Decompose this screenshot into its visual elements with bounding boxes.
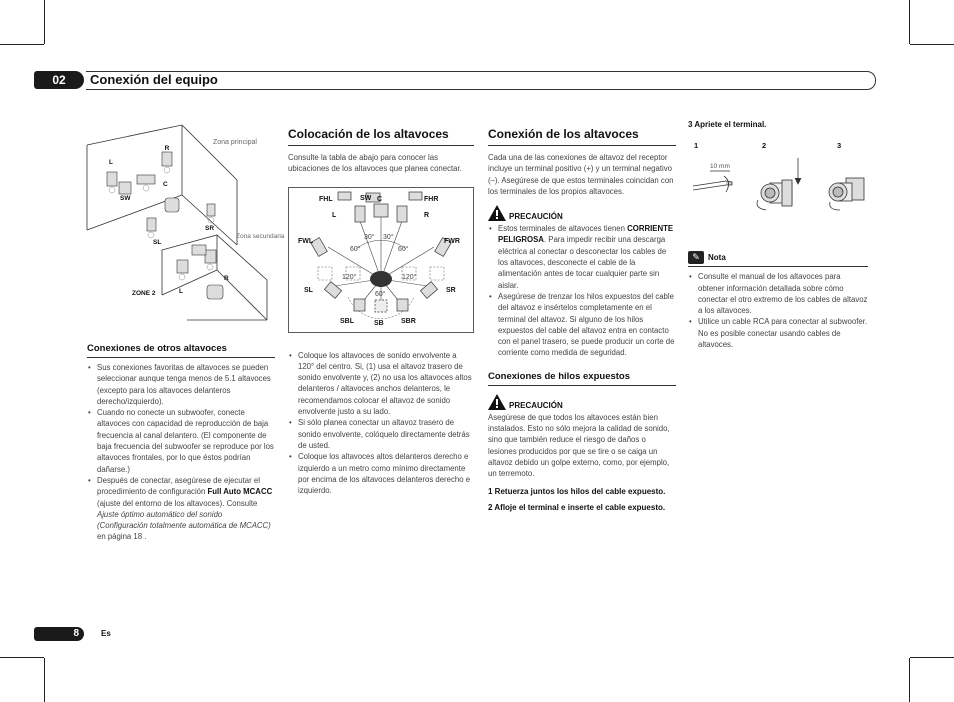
label-main-zone: Zona principal (213, 139, 257, 146)
page-language: Es (101, 629, 111, 638)
crop-mark (44, 658, 45, 702)
link-mcacc[interactable]: Ajuste óptimo automático del sonido (Configuración totalmente automática de MCACC) (97, 509, 271, 531)
placement-intro: Consulte la tabla de abajo para conocer las ubicaciones de los altavoces que planea conectar. (288, 153, 462, 174)
label-second-zone-text: Zona secundaria (236, 233, 285, 240)
label-angle-30-left: 30° (364, 233, 375, 241)
heading-speaker-placement: Colocación de los altavoces (288, 127, 474, 146)
list-item (488, 223, 676, 291)
label-spk-sw: SW (120, 195, 131, 202)
column-2 (288, 127, 474, 496)
text-span: . Para impedir recibir una descarga eléctrica al conectar o desconectar los cables de los altavoces, desconecte el cable de la alimentación antes de tocar cualquier parte sin aislar. (498, 235, 667, 290)
crop-mark (44, 0, 45, 44)
warning-icon (488, 394, 506, 410)
label-angle-30-right: 30° (383, 233, 394, 241)
list-item: • Asegúrese de trenzar los hilos expuestos del cable del altavoz e insértelos completamente en el terminal del altavoz. Si alguno de los hilos expuestos del cable del altavoz entra en contacto con el panel trasero, se puede producir un corte de corriente como medida de seguridad. (488, 291, 676, 359)
page-number: 8 (34, 627, 84, 641)
caution-title-text: PRECAUCIÓN (509, 400, 563, 410)
fig-label-3: 3 (837, 141, 842, 151)
text-bold: Full Auto MCACC (207, 487, 273, 497)
caution-list (488, 223, 676, 359)
other-connections-list (87, 362, 275, 543)
label-spk-r: R (164, 145, 170, 152)
label-angle-120-right: 120° (402, 273, 417, 281)
crop-mark (909, 658, 910, 702)
text-span: (ajuste del entorno de los altavoces). Consulte (97, 498, 258, 508)
label-spk-sr: SR (205, 225, 215, 232)
warning-icon (488, 205, 506, 221)
column-1 (87, 120, 285, 543)
label-sb: SB (374, 319, 384, 327)
crop-mark (0, 657, 44, 658)
crop-mark (0, 44, 44, 45)
room-layout-figure (87, 120, 285, 330)
label-sbr: SBR (401, 317, 416, 325)
label-spk-r2: R (224, 275, 229, 282)
pencil-icon: ✎ (688, 251, 704, 264)
label-c: C (377, 195, 383, 203)
heading-other-connections: Conexiones de otros altavoces (87, 343, 275, 358)
label-r: R (424, 211, 430, 219)
label-second-zone (236, 233, 285, 240)
crop-mark (910, 657, 954, 658)
crop-mark (910, 44, 954, 45)
label-fwr: FWR (444, 237, 460, 245)
list-item (87, 475, 275, 543)
label-zone2: ZONE 2 (132, 290, 156, 297)
label-angle-60-left: 60° (350, 245, 361, 253)
column-4 (688, 119, 868, 350)
label-sr: SR (446, 286, 456, 294)
crop-mark (909, 0, 910, 44)
note-list (688, 271, 868, 350)
chapter-title (88, 71, 218, 89)
note-header (688, 251, 868, 267)
fig-label-2: 2 (762, 141, 767, 151)
label-spk-l: L (109, 159, 113, 166)
label-spk-sl: SL (153, 239, 162, 246)
list-item: • Coloque los altavoces altos delanteros derecho e izquierdo a un metro como mínimo directamente por encima de los altavoces delanteros derecho e izquierdo. (288, 451, 474, 496)
text-bold: CORRIENTE PELIGROSA (498, 224, 674, 245)
text-span: Después de conectar, asegúrese de ejecutar el procedimiento de configuración (97, 475, 260, 497)
list-item: • Si sólo planea conectar un altavoz trasero de sonido envolvente, colóquelo directamente detrás de usted. (288, 417, 474, 451)
list-item: • Consulte el manual de los altavoces para obtener información detallada sobre cómo conectar el otro extremo de los cables de altavoz a los altavoces. (688, 271, 868, 316)
heading-speaker-connection: Conexión de los altavoces (488, 127, 676, 146)
list-item: • Coloque los altavoces de sonido envolvente a 120° del centro. Si, (1) usa el altavoz trasero de sonido envolvente y, (2) no usa los altavoces altos delanteros / altavoces anchos delanteros, le recomendamos colocar el altavoz de sonido envolvente justo a su lado. (288, 350, 474, 418)
label-angle-60-right: 60° (398, 245, 409, 253)
label-fhl: FHL (319, 195, 333, 203)
caution-title (488, 205, 676, 221)
label-spk-c: C (163, 181, 168, 188)
fig-label-1: 1 (694, 141, 699, 151)
step-1: 1 Retuerza juntos los hilos del cable expuesto. (488, 486, 666, 496)
caution-text: Asegúrese de que todos los altavoces están bien instalados. Esto no sólo mejora la calidad de sonido, sino que también reduce el riesgo de daños o lesiones producidos por que se tire o se caiga un altavoz debido un golpe externo, como, por ejemplo, un terremoto. (488, 412, 670, 479)
connection-intro: Cada una de las conexiones de altavoz del receptor incluye un terminal positivo (+) y un terminal negativo (–). Asegúrese de que estos terminales coincidan con los terminales de los propios altavoces. (488, 153, 674, 196)
caution-title-text: PRECAUCIÓN (509, 212, 563, 222)
text-span: en página 18 . (97, 532, 147, 542)
column-3 (488, 127, 676, 513)
list-item: • Sus conexiones favoritas de altavoces se pueden seleccionar aunque tenga menos de 5.1 altavoces (excepto para los altavoces delanteros derecho/izquierdo). (87, 362, 275, 407)
label-angle-60-back: 60° (375, 290, 386, 298)
chapter-number: 02 (34, 71, 84, 89)
caution-title (488, 394, 676, 410)
label-angle-120-left: 120° (342, 273, 357, 281)
label-sbl: SBL (340, 317, 354, 325)
text-span: Estos terminales de altavoces tienen (498, 224, 628, 234)
note-title: Nota (708, 253, 726, 263)
label-fwl: FWL (298, 237, 314, 245)
speaker-placement-diagram (288, 187, 474, 333)
terminal-steps-figure (688, 138, 868, 228)
label-fhr: FHR (424, 195, 439, 203)
step-3: 3 Apriete el terminal. (688, 120, 767, 129)
list-item: • Cuando no conecte un subwoofer, conecte altavoces con capacidad de reproducción de baja frecuencia al canal delantero. (El componente de baja frecuencia del subwoofer se reproduce por los altavoces frontales, por lo que éstos podrían dañarse.) (87, 407, 275, 475)
placement-list (288, 350, 474, 497)
list-item: • Utilice un cable RCA para conectar al subwoofer. No es posible conectar usando cables de altavoces. (688, 316, 868, 350)
label-sw: SW (360, 194, 372, 202)
label-l: L (332, 211, 337, 219)
label-sl: SL (304, 286, 313, 294)
label-spk-l2: L (179, 288, 183, 295)
step-2: 2 Afloje el terminal e inserte el cable expuesto. (488, 502, 666, 512)
fig-10mm: 10 mm (710, 163, 730, 171)
chapter-title-text: Conexión del equipo (90, 72, 218, 87)
heading-bare-wire: Conexiones de hilos expuestos (488, 371, 676, 386)
